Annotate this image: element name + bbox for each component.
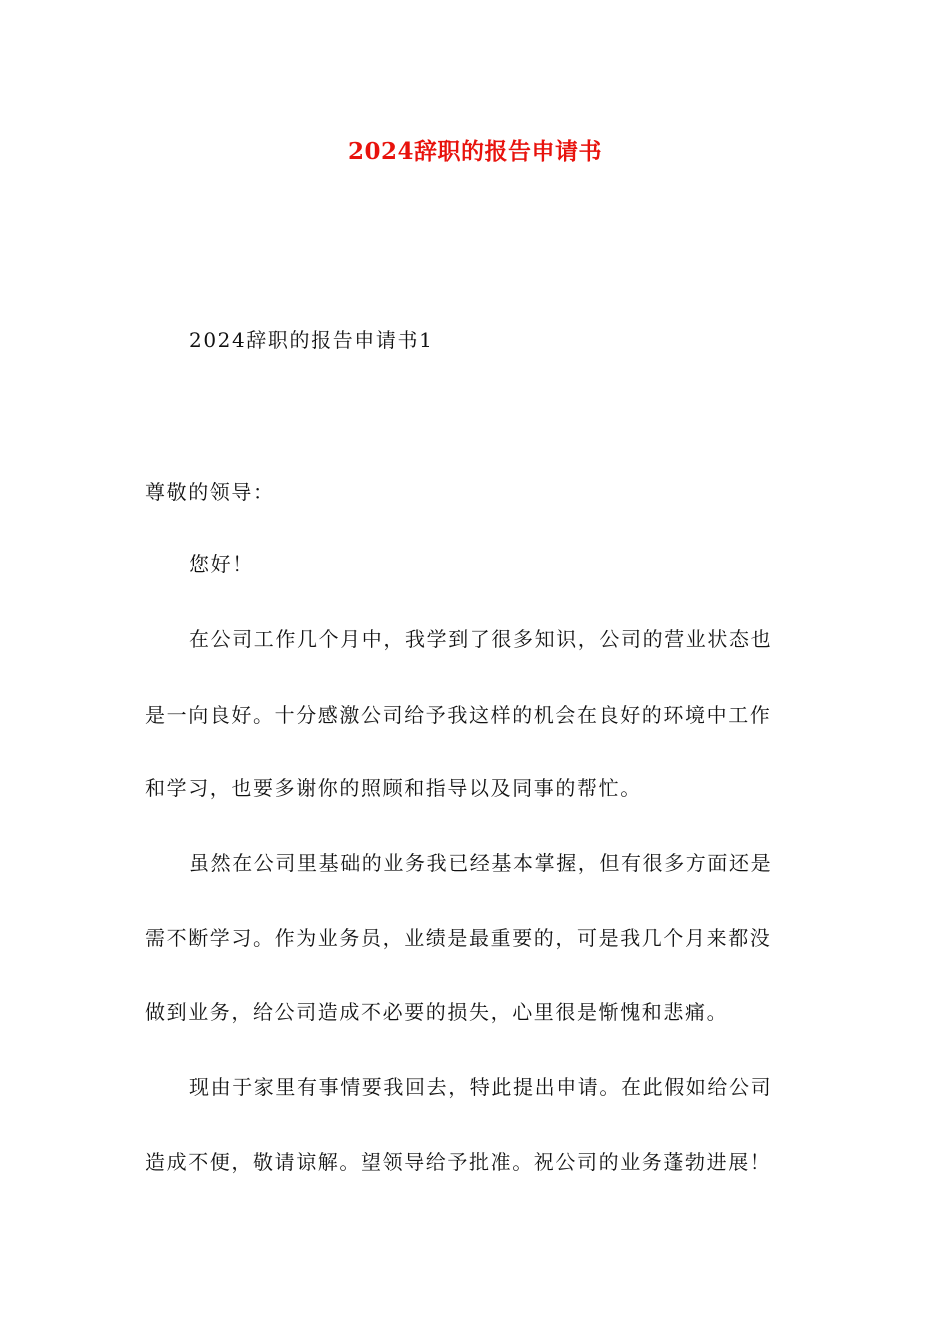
paragraph-3-line-2: 造成不便，敬请谅解。望领导给予批准。祝公司的业务蓬勃进展！ <box>145 1150 772 1174</box>
section-heading: 2024辞职的报告申请书1 <box>189 328 434 352</box>
paragraph-2-line-1: 虽然在公司里基础的业务我已经基本掌握，但有很多方面还是 <box>189 851 773 875</box>
paragraph-1-line-2: 是一向良好。十分感激公司给予我这样的机会在良好的环境中工作 <box>145 703 772 727</box>
greeting: 您好！ <box>189 552 254 576</box>
salutation: 尊敬的领导： <box>145 480 275 504</box>
document-title: 2024辞职的报告申请书 <box>347 138 602 165</box>
paragraph-2-line-2: 需不断学习。作为业务员，业绩是最重要的，可是我几个月来都没 <box>145 926 772 950</box>
paragraph-2-line-3: 做到业务，给公司造成不必要的损失，心里很是惭愧和悲痛。 <box>145 1000 729 1024</box>
paragraph-1-line-3: 和学习，也要多谢你的照顾和指导以及同事的帮忙。 <box>145 776 642 800</box>
paragraph-3-line-1: 现由于家里有事情要我回去，特此提出申请。在此假如给公司 <box>189 1075 773 1099</box>
paragraph-1-line-1: 在公司工作几个月中，我学到了很多知识，公司的营业状态也 <box>189 627 773 651</box>
